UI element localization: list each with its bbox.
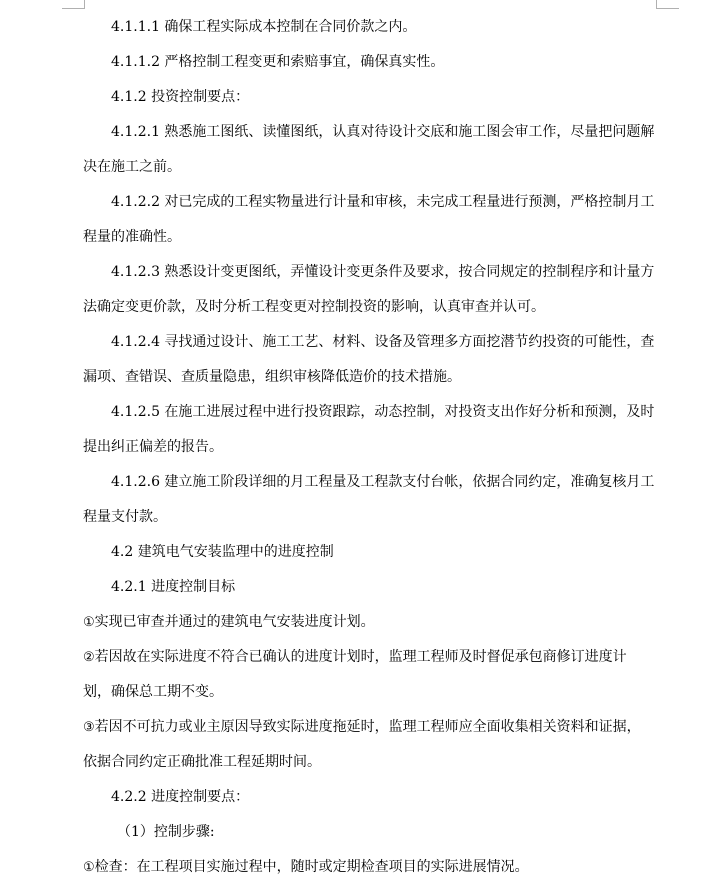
line: 4.1.2.3 熟悉设计变更图纸，弄懂设计变更条件及要求，按合同规定的控制程序和计量方 bbox=[111, 264, 655, 280]
line: 划，确保总工期不变。 bbox=[83, 684, 223, 700]
paragraph-4-1-2-4 bbox=[83, 325, 658, 395]
paragraph-4-1-2-6 bbox=[83, 465, 658, 535]
line: （1）控制步骤: bbox=[117, 824, 215, 840]
crop-mark-left bbox=[62, 0, 85, 9]
line: 检查：在工程项目实施过程中，随时或定期检查项目的实际进展情况。 bbox=[94, 859, 529, 875]
paragraph-4-1-2-1 bbox=[83, 115, 658, 185]
line: 4.1.2 投资控制要点： bbox=[111, 89, 250, 105]
line: 4.1.1.1 确保工程实际成本控制在合同价款之内。 bbox=[111, 19, 417, 35]
paragraph-4-1-2-5 bbox=[83, 395, 658, 465]
paragraph-4-1-1-1 bbox=[83, 10, 658, 45]
line: 提出纠正偏差的报告。 bbox=[83, 439, 223, 455]
line: 程量支付款。 bbox=[83, 509, 167, 525]
line: 4.1.2.1 熟悉施工图纸、读懂图纸，认真对待设计交底和施工图会审工作，尽量把问题解 bbox=[111, 124, 655, 140]
sub-heading-control-steps bbox=[83, 815, 658, 850]
paragraph-4-1-2-3 bbox=[83, 255, 658, 325]
crop-mark-right bbox=[656, 0, 679, 9]
heading-4-1-2 bbox=[83, 80, 658, 115]
paragraph-4-1-2-2 bbox=[83, 185, 658, 255]
line: 若因故在实际进度不符合已确认的进度计划时，监理工程师及时督促承包商修订进度计 bbox=[94, 649, 627, 665]
line: 若因不可抗力或业主原因导致实际进度拖延时，监理工程师应全面收集相关资料和证据， bbox=[94, 719, 641, 735]
heading-4-2-2 bbox=[83, 780, 658, 815]
line: 4.1.2.6 建立施工阶段详细的月工程量及工程款支付台帐，依据合同约定，准确复核月工 bbox=[111, 474, 655, 490]
document-body bbox=[83, 10, 658, 885]
line: 4.1.2.5 在施工进展过程中进行投资跟踪，动态控制，对投资支出作好分析和预测，及时 bbox=[111, 404, 655, 420]
line: 法确定变更价款，及时分析工程变更对控制投资的影响，认真审查并认可。 bbox=[83, 299, 545, 315]
line: 依据合同约定正确批准工程延期时间。 bbox=[83, 754, 321, 770]
list-item-2 bbox=[83, 640, 658, 710]
list-marker: ① bbox=[83, 860, 95, 875]
list-item-1 bbox=[83, 605, 658, 640]
line: 4.2.2 进度控制要点： bbox=[111, 789, 250, 805]
line: 漏项、查错误、查质量隐患，组织审核降低造价的技术措施。 bbox=[83, 369, 461, 385]
line: 实现已审查并通过的建筑电气安装进度计划。 bbox=[94, 614, 375, 630]
line: 4.1.1.2 严格控制工程变更和索赔事宜，确保真实性。 bbox=[111, 54, 445, 70]
list-marker: ① bbox=[83, 615, 95, 630]
line: 4.2 建筑电气安装监理中的进度控制 bbox=[111, 544, 334, 560]
line: 决在施工之前。 bbox=[83, 159, 181, 175]
list-marker: ② bbox=[83, 650, 95, 665]
heading-4-2 bbox=[83, 535, 658, 570]
line: 4.1.2.4 寻找通过设计、施工工艺、材料、设备及管理多方面挖潜节约投资的可能性，查 bbox=[111, 334, 655, 350]
list-item-3 bbox=[83, 710, 658, 780]
paragraph-4-1-1-2 bbox=[83, 45, 658, 80]
line: 4.2.1 进度控制目标 bbox=[111, 579, 236, 595]
heading-4-2-1 bbox=[83, 570, 658, 605]
line: 程量的准确性。 bbox=[83, 229, 181, 245]
list-marker: ③ bbox=[83, 720, 95, 735]
line: 4.1.2.2 对已完成的工程实物量进行计量和审核，未完成工程量进行预测，严格控制月工 bbox=[111, 194, 655, 210]
